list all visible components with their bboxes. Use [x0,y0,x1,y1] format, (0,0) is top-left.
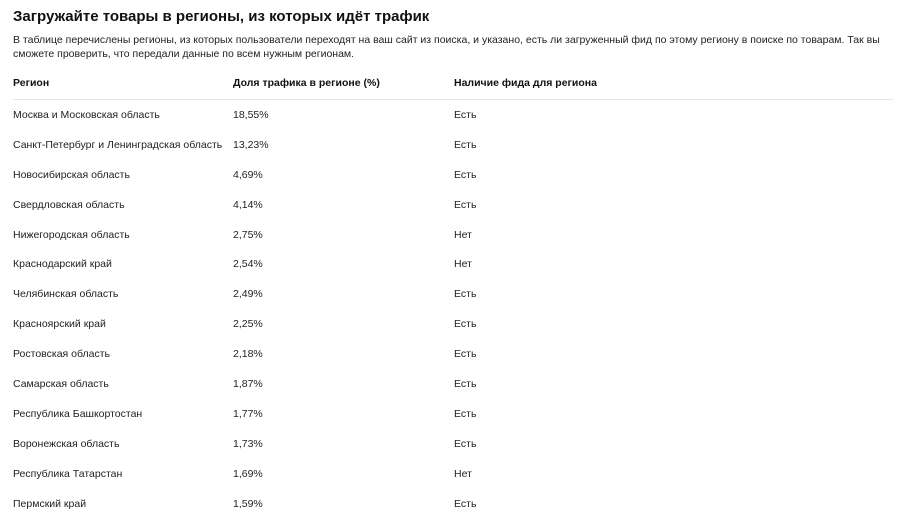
table-body [13,100,893,518]
table-row [13,369,893,399]
cell-feed: Есть [454,437,477,450]
section-description: В таблице перечислены регионы, из которых пользователи переходят на ваш сайт из поиска, и указано, есть ли загруженный фид по этому региону в поиске по товарам. Так вы сможете проверить, что передали данные по всем нужным регионам. [13,34,880,60]
regions-table [13,75,893,518]
section-title: Загружайте товары в регионы, из которых идёт трафик [13,8,430,25]
table-row [13,279,893,309]
cell-share: 13,23% [233,138,269,151]
table-row [13,160,893,190]
cell-share: 2,75% [233,228,263,241]
table-row [13,429,893,459]
cell-feed: Нет [454,467,472,480]
cell-region: Челябинская область [13,288,119,301]
table-row [13,190,893,220]
cell-region: Ростовская область [13,348,111,361]
cell-feed: Есть [454,497,477,510]
cell-share: 1,69% [233,467,263,480]
table-header [13,75,893,100]
cell-feed: Есть [454,198,477,211]
table-row [13,399,893,429]
traffic-regions-section [13,8,893,510]
cell-region: Пермский край [13,497,87,510]
table-row [13,249,893,279]
cell-feed: Нет [454,258,472,271]
cell-feed: Есть [454,378,477,391]
cell-share: 2,49% [233,288,263,301]
table-row [13,339,893,369]
cell-region: Воронежская область [13,437,120,450]
cell-share: 4,14% [233,198,263,211]
table-row [13,220,893,250]
cell-feed: Нет [454,228,472,241]
cell-feed: Есть [454,407,477,420]
cell-region: Республика Башкортостан [13,407,143,420]
cell-feed: Есть [454,348,477,361]
cell-feed: Есть [454,138,477,151]
table-row [13,100,893,130]
cell-share: 1,73% [233,437,263,450]
table-row [13,459,893,489]
cell-share: 1,59% [233,497,263,510]
cell-share: 1,77% [233,407,263,420]
cell-share: 1,87% [233,378,263,391]
cell-region: Новосибирская область [13,168,130,181]
column-header-region: Регион [13,77,50,89]
cell-share: 2,54% [233,258,263,271]
column-header-feed: Наличие фида для региона [454,77,597,89]
cell-region: Краснодарский край [13,258,112,271]
cell-share: 18,55% [233,109,269,121]
table-row [13,130,893,160]
cell-feed: Есть [454,288,477,301]
cell-share: 2,18% [233,348,263,361]
column-header-share: Доля трафика в регионе (%) [233,77,380,89]
cell-share: 2,25% [233,318,263,331]
cell-region: Красноярский край [13,318,106,331]
cell-region: Москва и Московская область [13,109,160,121]
cell-feed: Есть [454,168,477,181]
cell-feed: Есть [454,318,477,331]
cell-region: Нижегородская область [13,228,130,241]
cell-region: Республика Татарстан [13,467,123,480]
table-row [13,309,893,339]
cell-region: Санкт-Петербург и Ленинградская область [13,138,223,151]
cell-share: 4,69% [233,168,263,181]
table-row [13,489,893,518]
cell-region: Самарская область [13,378,109,391]
cell-feed: Есть [454,109,477,121]
cell-region: Свердловская область [13,198,125,211]
